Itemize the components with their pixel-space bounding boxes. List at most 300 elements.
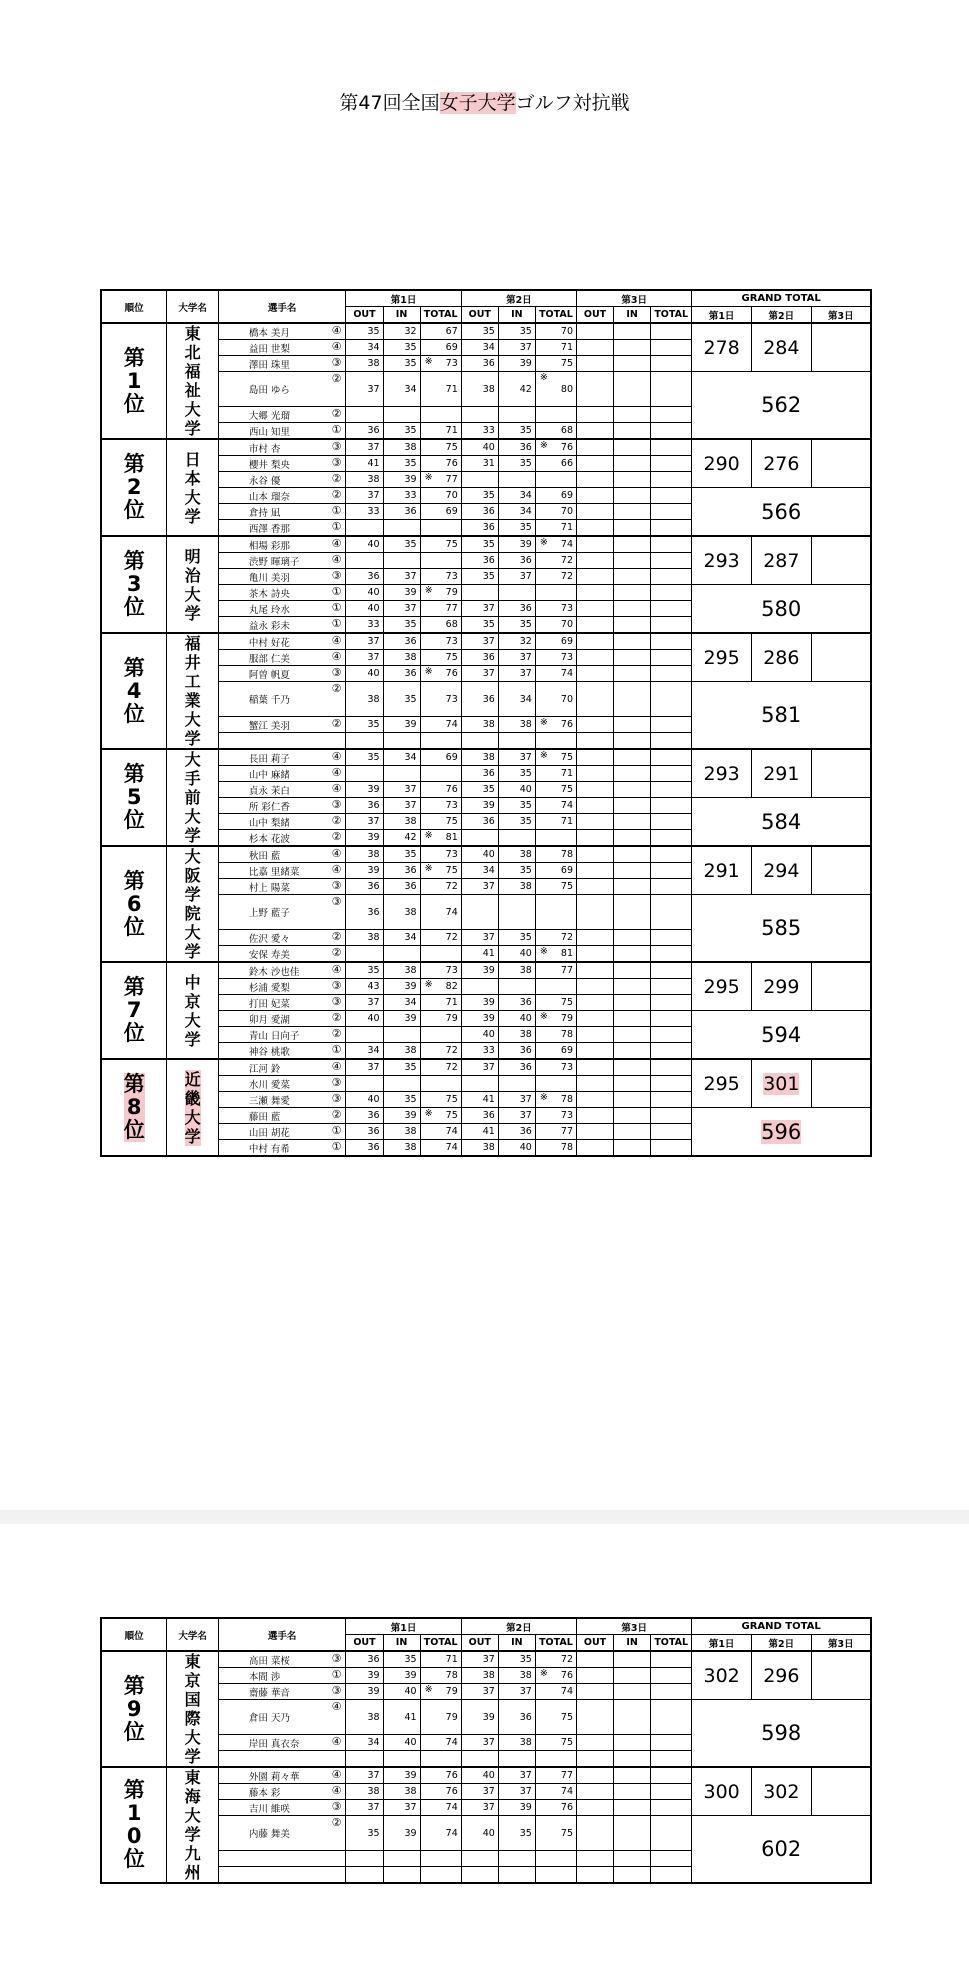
day3-in	[614, 356, 651, 372]
day1-out: 37	[346, 814, 383, 830]
dropped-mark: ※	[424, 472, 433, 483]
day2-in: 37	[498, 1684, 535, 1700]
day1-total-value: 74	[445, 1827, 458, 1839]
day1-total-value: 73	[445, 693, 458, 705]
info-row	[124, 170, 212, 188]
grand-total-value: 562	[761, 393, 802, 417]
grand-total-cell	[692, 682, 871, 750]
day1-total-value: 72	[445, 881, 458, 892]
dropped-mark: ※	[539, 1092, 548, 1103]
day1-in: 35	[383, 536, 420, 553]
day2-in: 36	[498, 1059, 535, 1076]
day1-in	[383, 733, 420, 750]
player-name	[218, 1851, 346, 1867]
day1-in: 39	[383, 717, 420, 733]
day2-in: 35	[498, 766, 535, 782]
player-name-text: 藤田 藍	[248, 1111, 281, 1123]
day3-out	[577, 879, 614, 895]
player-name-text: 橋本 美月	[248, 327, 290, 339]
day3-in	[614, 733, 651, 750]
player-name	[218, 666, 346, 682]
player-grade: ③	[331, 995, 342, 1008]
day1-out	[346, 1867, 383, 1884]
grand-day2	[751, 536, 811, 585]
grand-day2	[751, 323, 811, 372]
day3-out	[577, 962, 614, 979]
grand-day1: 278	[692, 323, 752, 372]
player-name-text: 相場 彩那	[248, 540, 290, 552]
day2-in: 36	[498, 439, 535, 456]
day2-in: 37	[498, 340, 535, 356]
day2-total-value: 71	[560, 768, 574, 779]
day3-in	[614, 979, 651, 995]
day1-total-value: 74	[445, 1142, 458, 1153]
player-grade: ③	[331, 979, 342, 992]
day2-total-value: 75	[560, 784, 574, 795]
day3-in	[614, 1140, 651, 1157]
day3-in	[614, 1735, 651, 1751]
grand-total-value: 598	[761, 1721, 802, 1745]
day1-total	[420, 979, 461, 995]
player-name-text: 水川 愛菜	[248, 1079, 290, 1091]
day2-out: 37	[461, 1684, 498, 1700]
day2-total-value: 77	[560, 1126, 574, 1137]
day1-total	[420, 733, 461, 750]
day2-total-value: 74	[560, 668, 574, 679]
day2-total-value: 69	[560, 865, 574, 876]
day3-out	[577, 356, 614, 372]
day2-total-value: 74	[560, 1786, 574, 1797]
day1-total-value: 73	[445, 571, 458, 582]
day2-in: 37	[498, 1784, 535, 1800]
team-rank-text: 第8位	[123, 1072, 145, 1142]
day3-out	[577, 749, 614, 766]
day3-in	[614, 1076, 651, 1092]
day3-total	[651, 749, 692, 766]
day2-in	[498, 407, 535, 423]
day2-out: 36	[461, 356, 498, 372]
player-name-text: 藤本 彩	[248, 1787, 281, 1799]
player-name-text: 杉本 花波	[248, 833, 290, 845]
day2-total	[535, 633, 576, 650]
day2-total-value: 75	[560, 1827, 574, 1839]
day2-in: 34	[498, 504, 535, 520]
day3-in	[614, 1767, 651, 1784]
grand-total-cell	[692, 895, 871, 963]
day2-total	[535, 1700, 576, 1735]
day1-total	[420, 423, 461, 440]
grand-day1: 295	[692, 962, 752, 1011]
day2-in: 40	[498, 1011, 535, 1027]
header-out: OUT	[346, 1635, 383, 1652]
day2-total	[535, 995, 576, 1011]
dropped-mark: ※	[424, 1684, 433, 1695]
day1-in: 39	[383, 1011, 420, 1027]
day3-total	[651, 733, 692, 750]
day2-in: 32	[498, 633, 535, 650]
day3-in	[614, 439, 651, 456]
day1-total	[420, 798, 461, 814]
day3-in	[614, 617, 651, 634]
team-university-text: 大阪学院大学	[184, 847, 201, 961]
player-grade: ④	[331, 750, 342, 763]
day3-out	[577, 1767, 614, 1784]
day1-out: 39	[346, 830, 383, 847]
day3-out	[577, 617, 614, 634]
player-grade: ③	[331, 1684, 342, 1697]
team-university	[167, 749, 218, 846]
day1-out	[346, 1027, 383, 1043]
player-name-text: 山中 梨緒	[248, 817, 290, 829]
day2-out: 37	[461, 879, 498, 895]
header-in: IN	[498, 1635, 535, 1652]
info-label	[124, 242, 212, 260]
day2-total	[535, 1668, 576, 1684]
grand-day2-value: 284	[763, 336, 800, 359]
day3-total	[651, 488, 692, 504]
dropped-mark: ※	[539, 372, 548, 383]
day2-out: 36	[461, 814, 498, 830]
team-rank-text: 第7位	[123, 975, 145, 1045]
day1-total	[420, 846, 461, 863]
day1-out: 38	[346, 682, 383, 717]
day2-total	[535, 1043, 576, 1060]
day2-in: 35	[498, 930, 535, 946]
team-university	[167, 1651, 218, 1767]
day1-in	[383, 553, 420, 569]
day2-total	[535, 814, 576, 830]
header-in: IN	[614, 307, 651, 324]
day3-in	[614, 682, 651, 717]
grand-total-value: 585	[761, 916, 802, 940]
day3-total	[651, 946, 692, 963]
day1-in: 41	[383, 1700, 420, 1735]
day3-total	[651, 356, 692, 372]
day2-total	[535, 846, 576, 863]
day3-in	[614, 1751, 651, 1768]
day2-total	[535, 569, 576, 585]
info-row	[124, 152, 212, 170]
day2-out: 37	[461, 601, 498, 617]
grand-day3	[811, 1651, 871, 1700]
grand-total-cell	[692, 1816, 871, 1884]
day2-in: 38	[498, 1735, 535, 1751]
day1-out: 38	[346, 472, 383, 488]
day1-total-value: 69	[445, 752, 458, 763]
day1-in: 39	[383, 1816, 420, 1851]
day1-in	[383, 946, 420, 963]
day1-in: 38	[383, 1784, 420, 1800]
player-name	[218, 798, 346, 814]
day2-in	[498, 585, 535, 601]
player-name-text: 秋田 藍	[248, 850, 281, 862]
day2-total	[535, 520, 576, 537]
day3-out	[577, 1011, 614, 1027]
player-name	[218, 1108, 346, 1124]
day1-total-value: 71	[445, 997, 458, 1008]
day1-in: 35	[383, 682, 420, 717]
grand-total-value: 594	[761, 1022, 802, 1047]
header-grand-g1: 第1日	[692, 1635, 752, 1652]
day1-total	[420, 1700, 461, 1735]
day2-total-value: 70	[560, 619, 574, 630]
day2-total-value: 72	[560, 1654, 574, 1665]
player-name	[218, 1684, 346, 1700]
player-name	[218, 356, 346, 372]
day1-total	[420, 895, 461, 930]
day2-in	[498, 472, 535, 488]
grand-day3	[811, 1767, 871, 1816]
day1-total	[420, 666, 461, 682]
day2-total	[535, 585, 576, 601]
header-total: TOTAL	[651, 1635, 692, 1652]
player-name-text: 倉持 凪	[248, 507, 281, 519]
day1-out: 43	[346, 979, 383, 995]
day1-out	[346, 733, 383, 750]
player-name	[218, 1751, 346, 1768]
day2-in: 35	[498, 814, 535, 830]
day1-out: 35	[346, 323, 383, 340]
day1-total	[420, 814, 461, 830]
header-grand-g2: 第2日	[751, 1635, 811, 1652]
day2-total	[535, 766, 576, 782]
day2-out: 37	[461, 666, 498, 682]
day1-out: 40	[346, 536, 383, 553]
day1-in: 39	[383, 1767, 420, 1784]
day1-total-value: 79	[445, 1711, 458, 1723]
day3-out	[577, 553, 614, 569]
grand-day3	[811, 536, 871, 585]
day3-in	[614, 798, 651, 814]
player-name-text: 三瀬 舞愛	[248, 1095, 290, 1107]
day3-in	[614, 536, 651, 553]
day2-in: 37	[498, 1108, 535, 1124]
day3-in	[614, 372, 651, 407]
player-grade: ②	[331, 830, 342, 843]
day3-total	[651, 846, 692, 863]
day2-in: 36	[498, 1043, 535, 1060]
day2-total-value: 66	[560, 458, 574, 469]
day2-out: 36	[461, 553, 498, 569]
info-row	[124, 224, 212, 242]
table-row	[101, 633, 871, 650]
day3-out	[577, 1043, 614, 1060]
day3-total	[651, 1700, 692, 1735]
team-rank	[101, 633, 167, 749]
team-rank-text: 第6位	[123, 868, 145, 939]
grand-day2	[751, 962, 811, 1011]
day3-out	[577, 456, 614, 472]
day1-in: 35	[383, 1651, 420, 1668]
day1-total-value: 78	[445, 1670, 458, 1681]
day3-in	[614, 1684, 651, 1700]
day3-total	[651, 650, 692, 666]
day3-total	[651, 1867, 692, 1884]
day1-out: 37	[346, 1767, 383, 1784]
day1-out: 37	[346, 1059, 383, 1076]
player-grade: ①	[331, 601, 342, 614]
day2-in: 37	[498, 650, 535, 666]
player-grade: ③	[331, 1800, 342, 1813]
day2-out: 39	[461, 1011, 498, 1027]
day3-total	[651, 830, 692, 847]
day3-total	[651, 1668, 692, 1684]
day1-total	[420, 617, 461, 634]
team-university-text: 大手前大学	[184, 750, 201, 845]
day1-total-value: 76	[445, 458, 458, 469]
player-name-text: 稲葉 千乃	[248, 695, 290, 706]
day3-out	[577, 766, 614, 782]
day2-in	[498, 1076, 535, 1092]
day2-total-value: 68	[560, 425, 574, 436]
day2-out: 37	[461, 633, 498, 650]
player-name-text: 卯月 愛湖	[248, 1014, 290, 1026]
day3-in	[614, 407, 651, 423]
grand-day2-value: 299	[763, 975, 800, 998]
player-grade: ②	[331, 814, 342, 827]
info-row	[124, 116, 212, 134]
team-university	[167, 1767, 218, 1883]
day2-in: 35	[498, 617, 535, 634]
player-name-text: 山田 胡花	[248, 1127, 290, 1139]
grand-day1: 293	[692, 749, 752, 798]
team-university-text: 東京国際大学	[184, 1652, 201, 1766]
player-name-text: 島田 ゆら	[248, 385, 290, 396]
day3-out	[577, 1784, 614, 1800]
day3-total	[651, 1816, 692, 1851]
info-label	[124, 116, 212, 134]
day3-total	[651, 1767, 692, 1784]
day3-total	[651, 1751, 692, 1768]
team-university	[167, 1059, 218, 1156]
day1-total	[420, 995, 461, 1011]
day1-total	[420, 946, 461, 963]
header-total: TOTAL	[651, 307, 692, 324]
day3-total	[651, 1027, 692, 1043]
day2-in: 38	[498, 962, 535, 979]
player-grade: ③	[331, 1652, 342, 1665]
day1-total	[420, 1800, 461, 1816]
dropped-mark: ※	[539, 750, 548, 761]
header-grand-total: GRAND TOTAL	[692, 1618, 871, 1635]
day2-total	[535, 617, 576, 634]
day2-out	[461, 830, 498, 847]
day1-total	[420, 1867, 461, 1884]
day1-out: 34	[346, 340, 383, 356]
day3-out	[577, 1140, 614, 1157]
day1-in: 42	[383, 830, 420, 847]
day3-in	[614, 1867, 651, 1884]
player-name-text: 吉川 維咲	[248, 1803, 290, 1815]
day1-total	[420, 407, 461, 423]
table-row	[101, 1651, 871, 1668]
dropped-mark: ※	[539, 1011, 548, 1022]
day1-total	[420, 1751, 461, 1768]
player-grade: ②	[331, 1108, 342, 1121]
player-name	[218, 1043, 346, 1060]
day1-total-value: 77	[445, 603, 458, 614]
team-university	[167, 846, 218, 962]
day3-out	[577, 863, 614, 879]
day1-out: 37	[346, 633, 383, 650]
day2-total-value: 75	[560, 752, 574, 763]
grand-total-cell	[692, 372, 871, 440]
day1-in: 37	[383, 782, 420, 798]
day1-out: 38	[346, 356, 383, 372]
player-grade: ④	[331, 1784, 342, 1797]
info-row	[124, 188, 212, 206]
day2-out: 37	[461, 1735, 498, 1751]
player-grade: ②	[331, 1816, 342, 1829]
player-name	[218, 879, 346, 895]
day1-total	[420, 456, 461, 472]
day1-total-value: 71	[445, 383, 458, 395]
grand-day2	[751, 1651, 811, 1700]
day1-total	[420, 1668, 461, 1684]
player-grade: ③	[331, 356, 342, 369]
info-row	[124, 260, 212, 278]
player-name-text: 岸田 真衣奈	[248, 1738, 300, 1750]
grand-total-cell	[692, 585, 871, 634]
player-grade: ④	[331, 340, 342, 353]
page-title: 第47回全国女子大学ゴルフ対抗戦	[339, 92, 630, 114]
day1-total	[420, 782, 461, 798]
day2-total	[535, 1767, 576, 1784]
header-grand-total: GRAND TOTAL	[692, 290, 871, 307]
page-2	[0, 1524, 969, 1986]
grand-day2	[751, 1767, 811, 1816]
player-name	[218, 814, 346, 830]
day2-total	[535, 488, 576, 504]
day1-total	[420, 520, 461, 537]
grand-total-value: 581	[761, 703, 802, 727]
day2-in: 36	[498, 995, 535, 1011]
day2-in: 35	[498, 323, 535, 340]
day2-out: 40	[461, 1767, 498, 1784]
header-in: IN	[383, 1635, 420, 1652]
day1-total-value: 67	[445, 326, 458, 337]
day1-total-value: 82	[445, 981, 458, 992]
day2-in: 34	[498, 488, 535, 504]
day3-in	[614, 782, 651, 798]
day1-in: 40	[383, 1735, 420, 1751]
day1-out: 41	[346, 456, 383, 472]
day3-out	[577, 782, 614, 798]
day3-out	[577, 814, 614, 830]
day3-out	[577, 520, 614, 537]
day1-total-value: 69	[445, 506, 458, 517]
day2-total	[535, 1124, 576, 1140]
day3-in	[614, 456, 651, 472]
day2-out: 39	[461, 962, 498, 979]
grand-day2-value: 302	[763, 1780, 800, 1803]
day2-out: 36	[461, 766, 498, 782]
player-name	[218, 930, 346, 946]
player-name	[218, 1027, 346, 1043]
grand-day1: 293	[692, 536, 752, 585]
player-name-text: 打田 妃菜	[248, 998, 290, 1010]
team-rank	[101, 1651, 167, 1767]
grand-total-value: 580	[761, 596, 802, 621]
day1-out: 37	[346, 439, 383, 456]
day3-out	[577, 1668, 614, 1684]
day1-in: 38	[383, 1124, 420, 1140]
day2-in	[498, 1851, 535, 1867]
day1-out	[346, 520, 383, 537]
grand-day3	[811, 439, 871, 488]
day1-total-value: 75	[445, 442, 458, 453]
day2-out	[461, 407, 498, 423]
